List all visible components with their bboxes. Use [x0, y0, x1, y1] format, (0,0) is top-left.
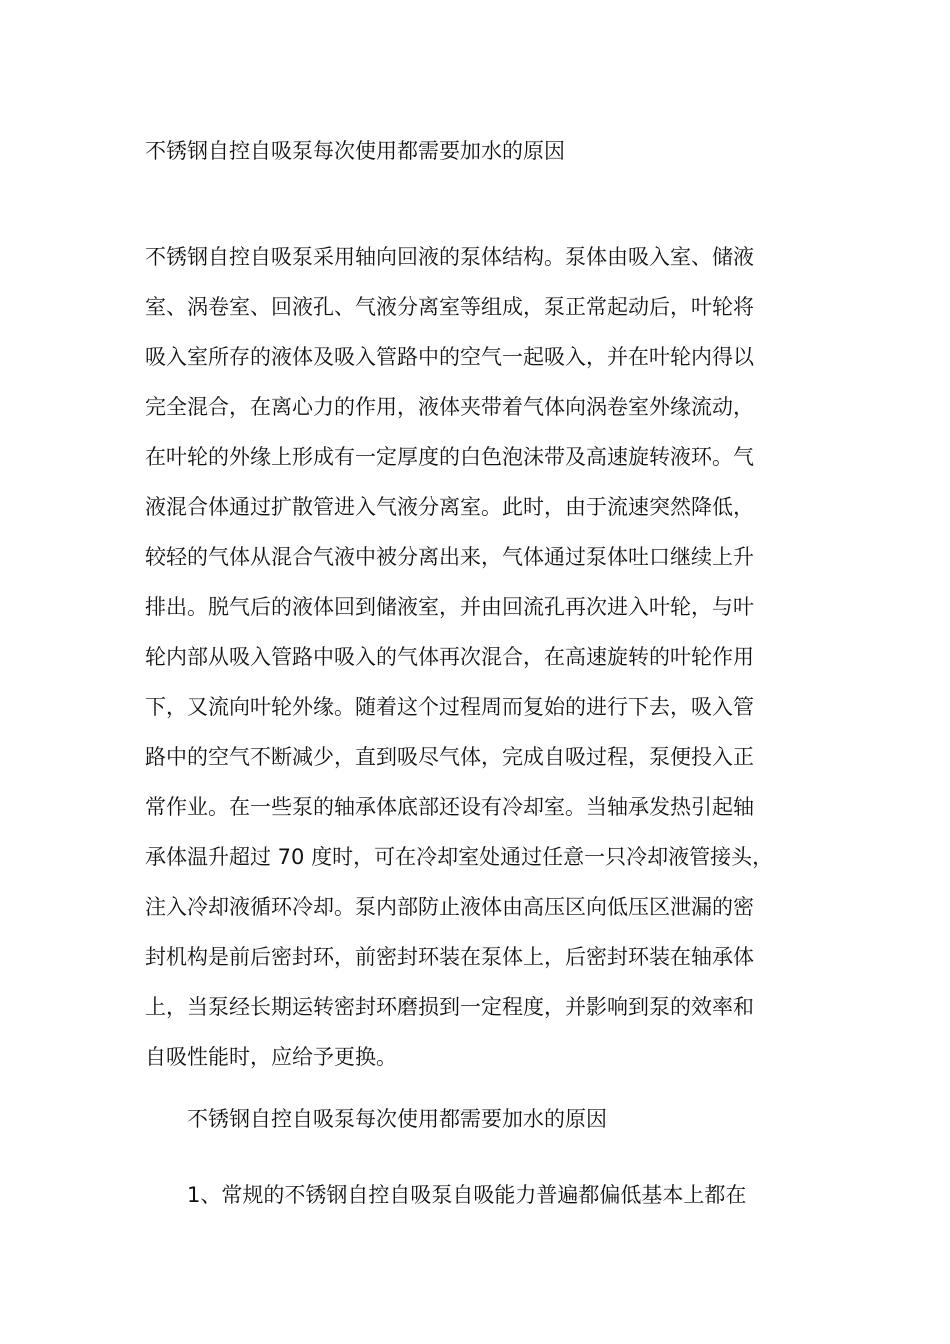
body-line: 液混合体通过扩散管进入气液分离室。此时，由于流速突然降低，	[145, 495, 754, 519]
body-line: 自吸性能时，应给予更换。	[145, 1045, 397, 1069]
section-heading: 不锈钢自控自吸泵每次使用都需要加水的原因	[187, 1107, 607, 1131]
body-line: 室、涡卷室、回液孔、气液分离室等组成，泵正常起动后，叶轮将	[145, 295, 754, 319]
body-line: 路中的空气不断减少，直到吸尽气体，完成自吸过程，泵便投入正	[145, 745, 754, 769]
body-line: 常作业。在一些泵的轴承体底部还设有冷却室。当轴承发热引起轴	[145, 795, 754, 819]
body-line: 完全混合，在离心力的作用，液体夹带着气体向涡卷室外缘流动，	[145, 395, 754, 419]
body-line: 轮内部从吸入管路中吸入的气体再次混合，在高速旋转的叶轮作用	[145, 645, 754, 669]
body-line: 承体温升超过 70 度时，可在冷却室处通过任意一只冷却液管接头，	[145, 845, 774, 869]
body-line: 在叶轮的外缘上形成有一定厚度的白色泡沫带及高速旋转液环。气	[145, 445, 754, 469]
list-item: 1、常规的不锈钢自控自吸泵自吸能力普遍都偏低基本上都在	[187, 1183, 747, 1207]
body-line: 吸入室所存的液体及吸入管路中的空气一起吸入，并在叶轮内得以	[145, 345, 754, 369]
document-title: 不锈钢自控自吸泵每次使用都需要加水的原因	[145, 139, 565, 163]
body-line: 不锈钢自控自吸泵采用轴向回液的泵体结构。泵体由吸入室、储液	[145, 245, 754, 269]
body-line: 上，当泵经长期运转密封环磨损到一定程度，并影响到泵的效率和	[145, 995, 754, 1019]
body-paragraph	[145, 232, 825, 1082]
body-line: 封机构是前后密封环，前密封环装在泵体上，后密封环装在轴承体	[145, 945, 754, 969]
body-line: 排出。脱气后的液体回到储液室，并由回流孔再次进入叶轮，与叶	[145, 595, 754, 619]
body-line: 下，又流向叶轮外缘。随着这个过程周而复始的进行下去，吸入管	[145, 695, 754, 719]
body-line: 注入冷却液循环冷却。泵内部防止液体由高压区向低压区泄漏的密	[145, 895, 754, 919]
body-line: 较轻的气体从混合气液中被分离出来，气体通过泵体吐口继续上升	[145, 545, 754, 569]
